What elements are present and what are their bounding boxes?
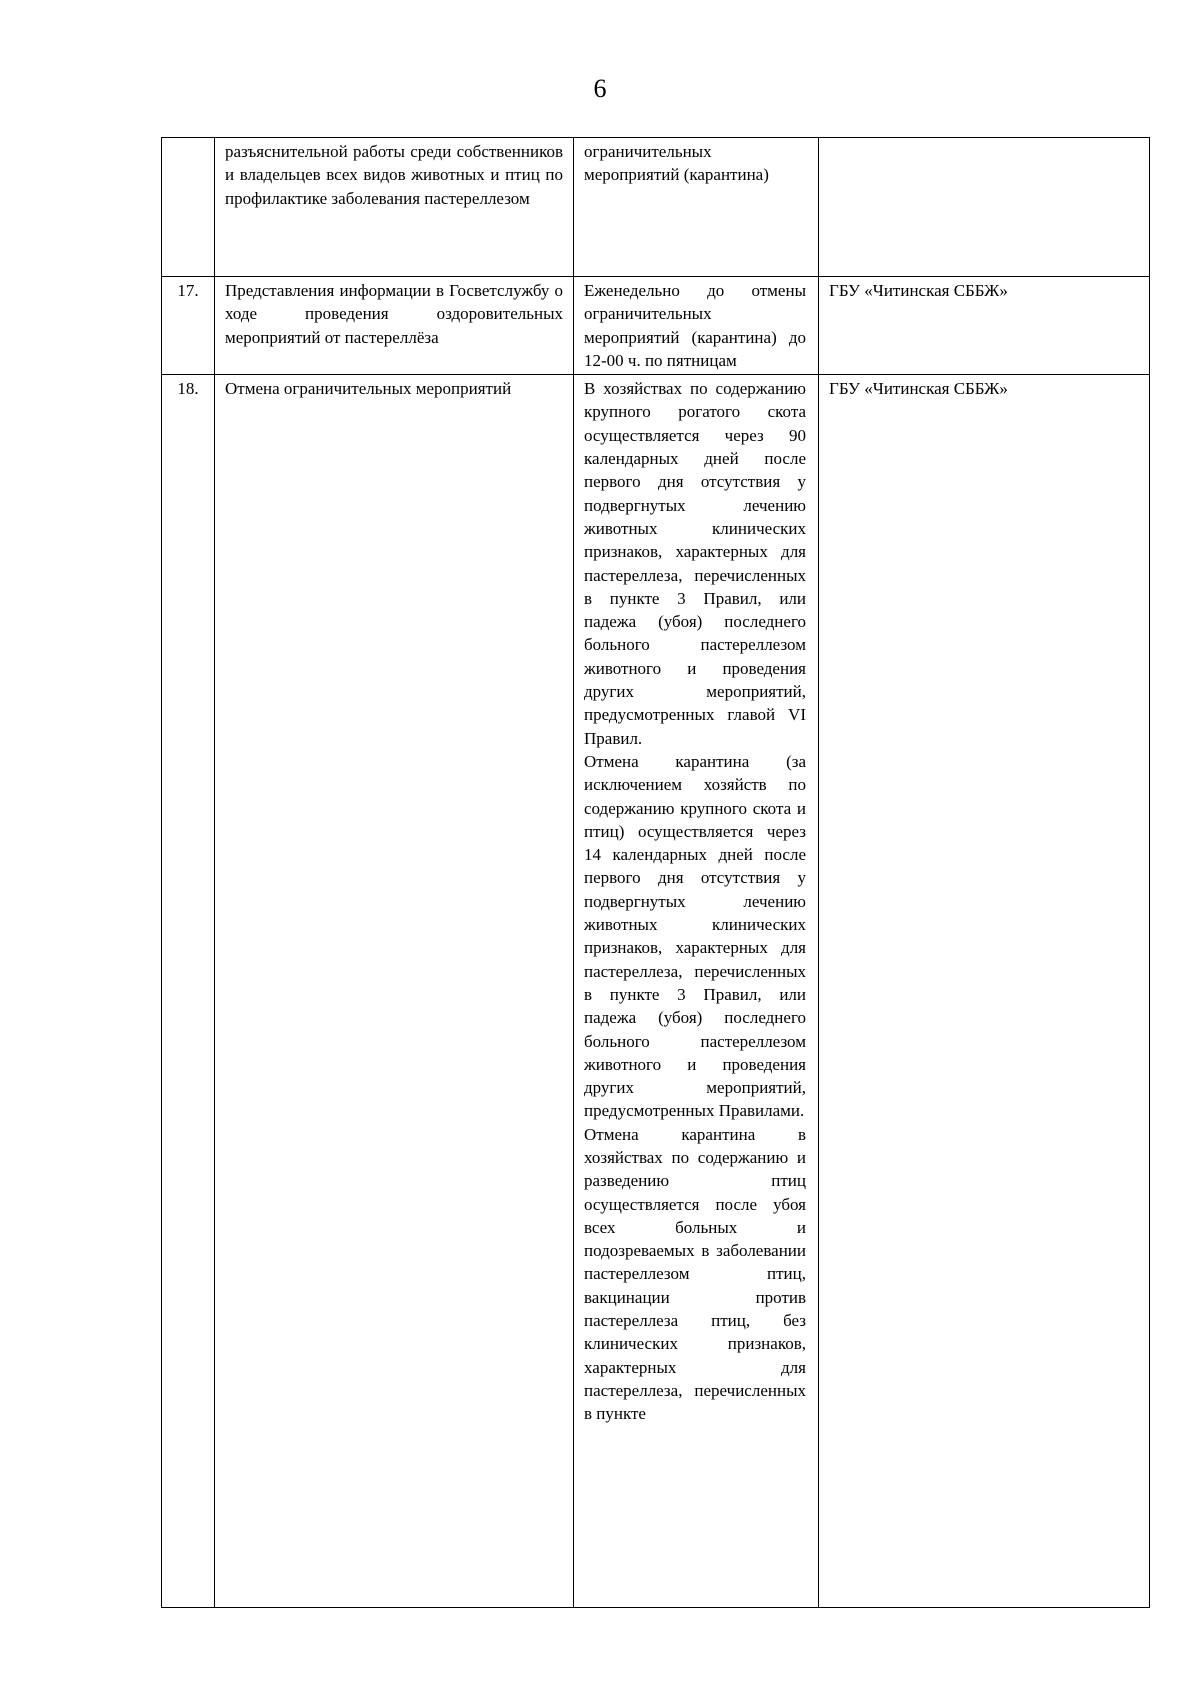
table-row — [162, 375, 1150, 1608]
page-number: 6 — [593, 74, 607, 103]
responsible-cell: ГБУ «Читинская СББЖ» — [819, 375, 1150, 1608]
term-cell — [574, 375, 819, 1608]
table-row — [162, 277, 1150, 375]
table-row — [162, 138, 1150, 277]
responsible-cell: ГБУ «Читинская СББЖ» — [819, 277, 1150, 375]
row-number — [162, 138, 215, 277]
responsible-cell — [819, 138, 1150, 277]
term-cell: Еженедельно до отмены ограничительных мероприятий (карантина) до 12-00 ч. по пятницам — [574, 277, 819, 375]
row-number: 17. — [162, 277, 215, 375]
event-cell: разъяснительной работы среди собственников и владельцев всех видов животных и птиц по профилактике заболевания пастереллезом — [215, 138, 574, 277]
event-cell: Представления информации в Госветслужбу о ходе проведения оздоровительных мероприятий от пастереллёза — [215, 277, 574, 375]
term-paragraph: Отмена карантина (за исключением хозяйств по содержанию крупного скота и птиц) осуществляется через 14 календарных дней после первого дня отсутствия у подвергнутых лечению животных клинических признаков, характерных для пастереллеза, перечисленных в пункте 3 Правил, или падежа (убоя) последнего больного пастереллезом животного и проведения других мероприятий, предусмотренных Правилами. — [584, 751, 806, 1121]
term-cell: ограничительных мероприятий (карантина) — [574, 138, 819, 277]
row-number: 18. — [162, 375, 215, 1608]
term-paragraph: В хозяйствах по содержанию крупного рогатого скота осуществляется через 90 календарных дней после первого дня отсутствия у подвергнутых лечению животных клинических признаков, характерных для пастереллеза, перечисленных в пункте 3 Правил, или падежа (убоя) последнего больного пастереллезом животного и проведения других мероприятий, предусмотренных главой VI Правил. — [584, 379, 806, 748]
measures-table — [161, 137, 1150, 1608]
event-cell: Отмена ограничительных мероприятий — [215, 375, 574, 1608]
term-paragraph: Отмена карантина в хозяйствах по содержанию и разведению птиц осуществляется после убоя всех больных и подозреваемых в заболевании пастереллезом птиц, вакцинации против пастереллеза птиц, без клинических признаков, характерных для пастереллеза, перечисленных в пункте — [584, 1124, 806, 1424]
